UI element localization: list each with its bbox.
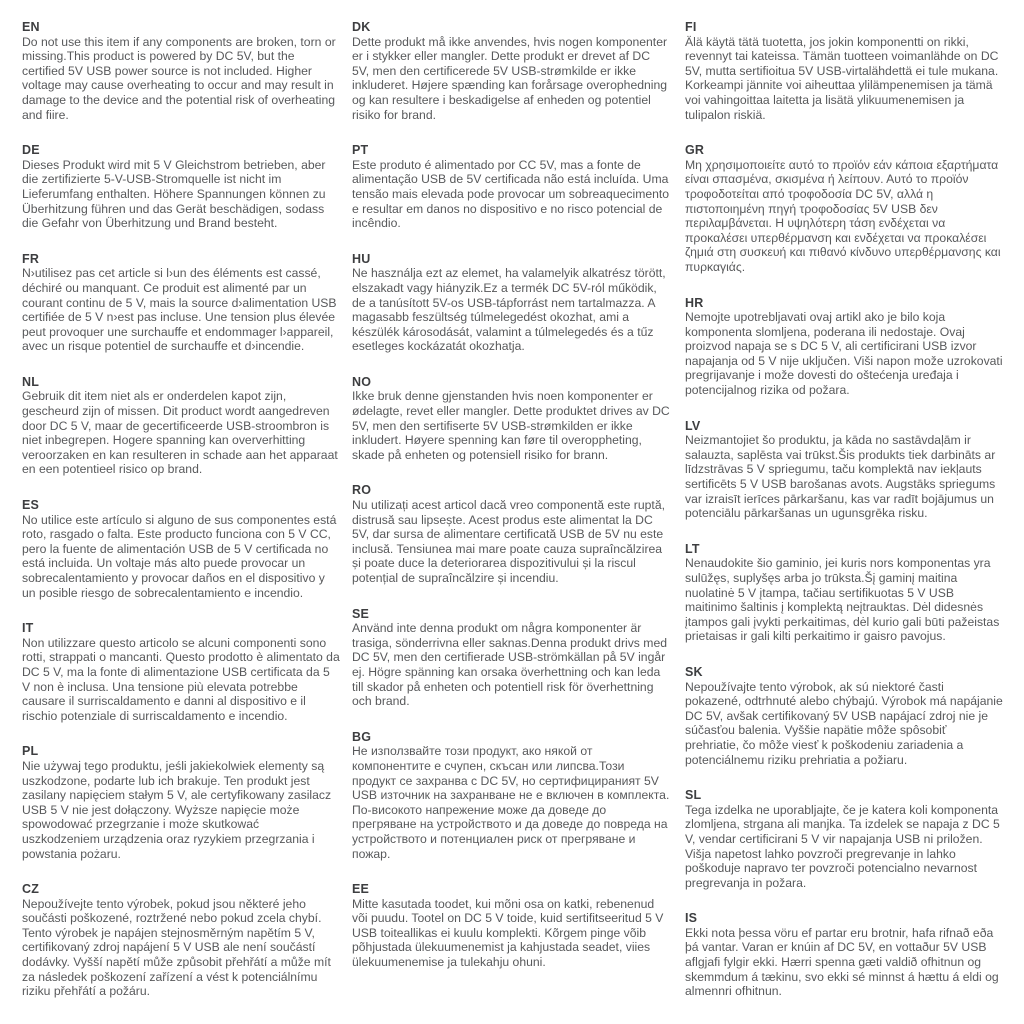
language-section-pt [352,143,685,231]
column-1 [22,20,352,1020]
language-warning-text: Gebruik dit item niet als er onderdelen kapot zijn, gescheurd zijn of missen. Dit product wordt aangedreven door DC 5 V, maar de gecertificeerde USB-stroombron is niet inbegrepen. Hogere spanning kan oververhitting veroorzaken en kan resulteren in schade aan het apparaat en een potentieel risico op brand. [22,389,338,477]
language-warning-text: Dette produkt må ikke anvendes, hvis nogen komponenter er i stykker eller mangler. Dette produkt er drevet af DC 5V, men den certificerede 5V USB-strømkilde er ikke inkluderet. Højere spænding kan forårsage overophedning og kan resultere i beskadigelse af enheden og potentiel risiko for brand. [352,34,668,122]
language-warning-text: Nepoužívejte tento výrobek, pokud jsou některé jeho součásti poškozené, roztržené nebo pokud zcela chybí. Tento výrobek je napájen stejnosměrným napětím 5 V, certifikovaný zdroj napájení 5 V USB ale není součástí dodávky. Vyšší napětí může způsobit přehřátí a může mít za následek poškození zařízení a vést k potenciálnímu riziku přehřátí a požáru. [22,896,331,999]
language-warning-text: Не използвайте този продукт, ако някой от компонентите е счупен, скъсан или липсва.Този продукт се захранва с DC 5V, но сертифицираният 5V USB източник на захранване не е включен в комплекта. По-високото напрежение може да доведе до прегряване на устройството и да доведе до повреда на устройството и потенциален риск от прегряване и пожар. [352,744,670,861]
language-code-heading: NO [352,374,372,389]
language-code-heading: HU [352,251,371,266]
language-section-de [22,143,352,231]
language-section-lt [685,542,1010,644]
language-warning-text: Dieses Produkt wird mit 5 V Gleichstrom betrieben, aber die zertifizierte 5-V-USB-Stromquelle ist nicht im Lieferumfang enthalten. Höhere Spannungen können zu Überhitzung führen und das Gerät beschädigen, sodass die Gefahr von Überhitzung und Brand besteht. [22,157,326,231]
language-warning-text: Ekki nota þessa vöru ef partar eru brotnir, hafa rifnað eða þá vantar. Varan er knúin af DC 5V, en vottaður 5V USB aflgjafi fylgir ekki. Hærri spenna gæti valdið ofhitnun og skemmdum á tækinu, svo ekki sé minnst á hættu á eldi og almennri ofhitnun. [685,925,999,999]
language-section-cz [22,882,352,999]
language-section-no [352,375,685,463]
language-code-heading: GR [685,143,705,158]
language-warning-text: Nu utilizați acest articol dacă vreo componentă este ruptă, distrusă sau lipsește. Acest produs este alimentat la DC 5V, dar sursa de alimentare certificată USB de 5V nu este inclusă. Tensiunea mai mare poate cauza supraîncălzirea și poate duce la deteriorarea dispozitivului și la riscul potențial de supraîncălzire și incendiu. [352,498,665,585]
language-section-se [352,607,685,709]
language-section-pl [22,744,352,861]
language-warning-text: Nemojte upotrebljavati ovaj artikl ako je bilo koja komponenta slomljena, poderana ili nedostaje. Ovaj proizvod napaja se s DC 5 V, ali certificirani USB izvor napajanja od 5 V nije uključen. Viši napon može uzrokovati pregrijavanje i može dovesti do oštećenja uređaja i potencijalnog rizika od požara. [685,310,1003,398]
language-code-heading: FR [22,251,40,266]
column-3 [685,20,1010,1020]
language-section-ro [352,483,685,585]
language-warning-text: Este produto é alimentado por CC 5V, mas a fonte de alimentação USB de 5V certificada não está incluída. Uma tensão mais elevada pode provocar um sobreaquecimento e resultar em danos no dispositivo e no risco potencial de incêndio. [352,157,670,231]
language-code-heading: HR [685,295,704,310]
language-code-heading: DK [352,20,371,34]
language-warning-text: Nie używaj tego produktu, jeśli jakiekolwiek elementy są uszkodzone, podarte lub ich brakuje. Ten produkt jest zasilany napięciem stałym 5 V, ale certyfikowany zasilacz USB 5 V nie jest dołączony. Wyższe napięcie może spowodować przegrzanie i może skutkować uszkodzeniem urządzenia oraz ryzykiem przegrzania i powstania pożaru. [22,758,332,861]
language-section-is [685,911,1010,999]
language-warning-text: N›utilisez pas cet article si l›un des éléments est cassé, déchiré ou manquant. Ce produit est alimenté par un courant continu de 5 V, mais la source d›alimentation USB certifiée de 5 V n›est pas incluse. Une tension plus élevée peut provoquer une surchauffe et endommager l›appareil, avec un risque potentiel de surchauffe et d›incendie. [22,266,337,354]
language-warning-text: Non utilizzare questo articolo se alcuni componenti sono rotti, strappati o mancanti. Questo prodotto è alimentato da DC 5 V, ma la fonte di alimentazione USB certificata da 5 V non è inclusa. Una tensione più elevata potrebbe causare il surriscaldamento e danni al dispositivo e il rischio potenziale di surriscaldamento e incendio. [22,635,340,723]
language-code-heading: SE [352,606,370,621]
language-code-heading: LT [685,541,700,556]
language-section-hu [352,252,685,354]
language-warning-text: Ikke bruk denne gjenstanden hvis noen komponenter er ødelagte, revet eller mangler. Dette produktet drives av DC 5V, men den sertifiserte 5V USB-strømkilden er ikke inkludert. Høyere spenning kan føre til overoppheting, skade på enheten og potensiell risiko for brann. [352,389,670,462]
language-warning-text: Neizmantojiet šo produktu, ja kāda no sastāvdaļām ir salauzta, saplēsta vai trūkst.Šis produkts tiek darbināts ar līdzstrāvas 5 V spriegumu, taču komplektā nav iekļauts sertificēts 5 V USB barošanas avots. Augstāks spriegums var izraisīt ierīces pārkaršanu, kas var radīt bojājumus un potenciālu pārkaršanas un ugunsgrēka risku. [685,433,996,521]
language-code-heading: ES [22,498,40,513]
language-warning-text: Tega izdelka ne uporabljajte, če je katera koli komponenta zlomljena, strgana ali manjka. Ta izdelek se napaja z DC 5 V, vendar certificirani 5 V vir napajanja USB ni priložen. Višja napetost lahko povzroči pregrevanje in lahko poškoduje napravo ter povzroči potencialno nevarnost pregrevanja in požara. [685,802,1000,890]
language-code-heading: IS [685,911,698,926]
language-warning-text: Använd inte denna produkt om några komponenter är trasiga, sönderrivna eller saknas.Denna produkt drivs med DC 5V, men den certifierade USB-strömkällan på 5V ingår ej. Högre spänning kan orsaka överhettning och kan leda till skador på enheten och potentiell risk för överhettning och brand. [352,621,668,709]
language-warning-text: Mitte kasutada toodet, kui mõni osa on katki, rebenenud või puudu. Tootel on DC 5 V toide, kuid sertifitseeritud 5 V USB toiteallikas ei kuulu komplekti. Kõrgem pinge võib põhjustada ülekuumenemist ja kahjustada seadet, viies ülekuumenemise ja tulekahju ohuni. [352,896,664,970]
language-code-heading: IT [22,621,34,636]
language-warning-text: Μη χρησιμοποιείτε αυτό το προϊόν εάν κάποια εξαρτήματα είναι σπασμένα, σκισμένα ή λείπουν. Αυτό το προϊόν τροφοδοτείται από τροφοδοσία DC 5V, αλλά η πιστοποιημένη πηγή τροφοδοσίας 5V USB δεν περιλαμβάνεται. Η υψηλότερη τάση ενδέχεται να προκαλέσει υπερθέρμανση και ενδέχεται να προκαλέσει ζημιά στη συσκευή και πιθανό κίνδυνο υπερθέρμανσης και πυρκαγιάς. [685,157,1001,274]
language-code-heading: SK [685,664,703,679]
language-warning-text: Älä käytä tätä tuotetta, jos jokin komponentti on rikki, revennyt tai kateissa. Tämän tuotteen voimanlähde on DC 5V, mutta sertifioitua 5V USB-virtalähdettä ei tule mukana. Korkeampi jännite voi aiheuttaa ylilämpenemisen ja tämä voi vahingoittaa laitetta ja lisätä ylikuumenemisen ja tulipalon riskiä. [685,34,999,122]
language-code-heading: DE [22,143,40,158]
language-section-en [22,20,352,122]
language-section-bg [352,730,685,861]
language-code-heading: FI [685,20,697,34]
language-section-lv [685,419,1010,521]
language-warning-text: Do not use this item if any components are broken, torn or missing.This product is powered by DC 5V, but the certified 5V USB power source is not included. Higher voltage may cause overheating to occur and may result in damage to the device and the potential risk of overheating and fiire. [22,34,336,122]
language-warning-text: Nenaudokite šio gaminio, jei kuris nors komponentas yra sulūžęs, suplyšęs arba jo trūksta.Šį gaminį maitina nuolatinė 5 V įtampa, tačiau sertifikuotas 5 V USB maitinimo šaltinis į komplektą neįtrauktas. Dėl didesnės įtampos gali įvykti perkaitimas, dėl kurio gali būti pažeistas prietaisas ir gali kilti perkaitimo ir gaisro pavojus. [685,556,1000,644]
language-code-heading: BG [352,729,372,744]
column-2 [352,20,685,1020]
language-code-heading: EN [22,20,40,34]
language-section-sk [685,665,1010,767]
language-section-fr [22,252,352,354]
language-code-heading: EE [352,882,370,897]
language-warning-text: Nepoužívajte tento výrobok, ak sú niektoré časti pokazené, odtrhnuté alebo chýbajú. Výrobok má napájanie DC 5V, avšak certifikovaný 5V USB napájací zdroj nie je súčasťou balenia. Vyššie napätie môže spôsobiť prehriatie, čo môže viesť k poškodeniu zariadenia a potenciálnemu riziku prehriatia a požiaru. [685,679,1003,767]
language-code-heading: NL [22,374,40,389]
language-section-gr [685,143,1010,274]
language-warning-text: Ne használja ezt az elemet, ha valamelyik alkatrész törött, elszakadt vagy hiányzik.Ez a termék DC 5V-ról működik, de a tanúsított 5V-os USB-tápforrást nem tartalmazza. A magasabb feszültség túlmelegedést okozhat, ami a készülék károsodását, valamint a túlmelegedés és a tűz esetleges kockázatát okozhatja. [352,266,666,354]
language-code-heading: SL [685,788,702,803]
language-code-heading: CZ [22,882,40,897]
language-code-heading: LV [685,418,701,433]
language-section-nl [22,375,352,477]
language-section-sl [685,788,1010,890]
language-section-dk [352,20,685,122]
language-code-heading: RO [352,483,372,498]
language-section-es [22,498,352,600]
language-section-it [22,621,352,723]
language-code-heading: PT [352,143,369,158]
language-section-ee [352,882,685,970]
language-warning-text: No utilice este artículo si alguno de sus componentes está roto, rasgado o falta. Este producto funciona con 5 V CC, pero la fuente de alimentación USB de 5 V certificada no está incluida. Un voltaje más alto puede provocar un sobrecalentamiento y provocar daños en el dispositivo y un posible riesgo de sobrecalentamiento e incendio. [22,512,337,600]
language-section-hr [685,296,1010,398]
language-section-fi [685,20,1010,122]
language-code-heading: PL [22,744,39,759]
